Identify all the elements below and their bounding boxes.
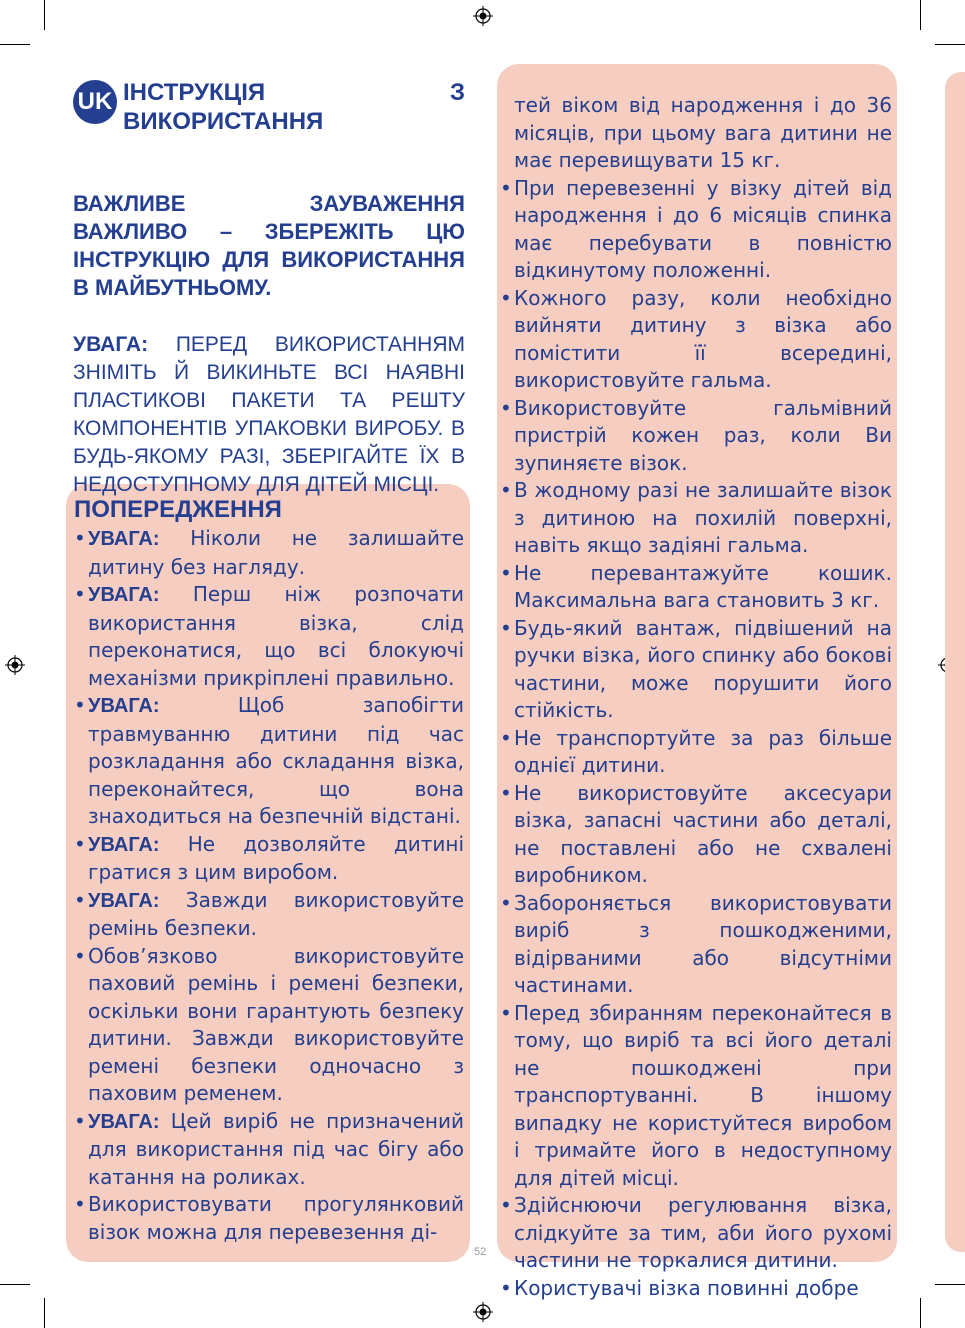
list-item: • Будь-який вантаж, підвішений на ручки візка, його спинку або бокові частини, може порушити його стійкість. xyxy=(500,615,892,722)
list-item: • Використовуйте гальмівний пристрій кожен раз, коли Ви зупиняєте візок. xyxy=(500,395,892,475)
list-item: • Перед збиранням переконайтеся в тому, що виріб та всі його деталі не пошкоджені при транспортуванні. В іншому випадку не користуйтеся виробом і тримайте його в недоступному для дітей місці. xyxy=(500,1000,892,1190)
next-page-edge xyxy=(945,72,965,1252)
list-item: • Не перевантажуйте кошик. Максимальна вага становить 3 кг. xyxy=(500,560,892,612)
important-note: ВАЖЛИВЕ ЗАУВАЖЕННЯ ВАЖЛИВО – ЗБЕРЕЖІТЬ ЦЮ ІНСТРУКЦІЮ ДЛЯ ВИКОРИСТАННЯ В МАЙБУТНЬОМУ. xyxy=(73,191,465,300)
caution-note xyxy=(73,331,465,499)
crop-mark xyxy=(44,0,45,30)
crop-mark xyxy=(920,0,921,30)
list-item: • Обов’язково використовуйте паховий ремінь і ремені безпеки, оскільки вони гарантують безпеку дитини. Завжди використовуйте ремені безпеки одночасно з паховим ременем. xyxy=(74,943,464,1105)
list-item: • Здійснюючи регулювання візка, слідкуйте за тим, аби його рухомі частини не торкалися дитини. xyxy=(500,1193,892,1272)
list-item: • Не транспортуйте за раз більше однієї дитини. xyxy=(500,725,892,777)
list-item: • Забороняється використовувати виріб з пошкодженими, відірваними або відсутніми частинами. xyxy=(500,890,892,997)
list-item-continuation: тей віком від народження і до 36 місяців, при цьому вага дитини не має перевищувати 15 кг. xyxy=(514,93,892,172)
list-item: • УВАГА: Завжди використовуйте ремінь безпеки. xyxy=(74,887,464,940)
list-item: • При перевезенні у візку дітей від народження і до 6 місяців спинка має перебувати в повністю відкинутому положенні. xyxy=(500,175,892,282)
caution-label: УВАГА: xyxy=(73,333,149,356)
list-item: • УВАГА: Не дозволяйте дитині гратися з цим виробом. xyxy=(74,831,465,884)
list-item: • УВАГА: Перш ніж розпочати використання візка, слід переконатися, що всі блокуючі механізми прикріплені правильно. xyxy=(74,582,464,690)
registration-mark-icon xyxy=(5,655,25,675)
warnings-list xyxy=(74,525,464,1246)
crop-mark xyxy=(935,1284,965,1285)
list-item: • Кожного разу, коли необхідно вийняти дитину з візка або помістити її всередині, використовуйте гальма. xyxy=(500,285,892,392)
list-item: • УВАГА: Щоб запобігти травмуванню дитини під час розкладання або складання візка, переконайтеся, що вона знаходиться на безпечній відстані. xyxy=(74,693,464,828)
list-item: • Користувачі візка повинні добре xyxy=(500,1275,859,1300)
crop-mark xyxy=(920,1298,921,1328)
crop-mark xyxy=(935,44,965,45)
warnings-title: ПОПЕРЕДЖЕННЯ xyxy=(74,496,282,523)
page-number: 52 xyxy=(474,1246,487,1258)
section-header xyxy=(73,78,465,136)
list-item: • УВАГА: Ніколи не залишайте дитину без нагляду. xyxy=(74,526,464,579)
list-item: • Не використовуйте аксесуари візка, запасні частини або деталі, не поставлені або не схвалені виробником. xyxy=(500,780,892,887)
list-item: • Використовувати прогулянковий візок можна для перевезення ді- xyxy=(74,1192,464,1244)
warnings-list-continued xyxy=(500,92,892,1302)
language-badge: UK xyxy=(73,80,117,124)
crop-mark xyxy=(44,1298,45,1328)
registration-mark-icon xyxy=(473,1302,493,1322)
list-item: • УВАГА: Цей виріб не призначений для використання під час бігу або катання на роликах. xyxy=(74,1108,464,1189)
crop-mark xyxy=(0,1284,30,1285)
left-column xyxy=(73,78,465,499)
crop-mark xyxy=(0,44,30,45)
list-item: • В жодному разі не залишайте візок з дитиною на похилій поверхні, навіть якщо задіяні гальма. xyxy=(500,478,892,557)
caution-text: ПЕРЕД ВИКОРИСТАННЯМ ЗНІМІТЬ Й ВИКИНЬТЕ ВСІ НАЯВНІ ПЛАСТИКОВІ ПАКЕТИ ТА РЕШТУ КОМПОНЕНТІВ УПАКОВКИ ВИРОБУ. В БУДЬ-ЯКОМУ РАЗІ, ЗБЕРІГАЙТЕ ЇХ В НЕДОСТУПНОМУ ДЛЯ ДІТЕЙ МІСЦІ. xyxy=(73,333,465,496)
registration-mark-icon xyxy=(473,6,493,26)
page-title: ІНСТРУКЦІЯ З ВИКОРИСТАННЯ xyxy=(123,79,465,135)
